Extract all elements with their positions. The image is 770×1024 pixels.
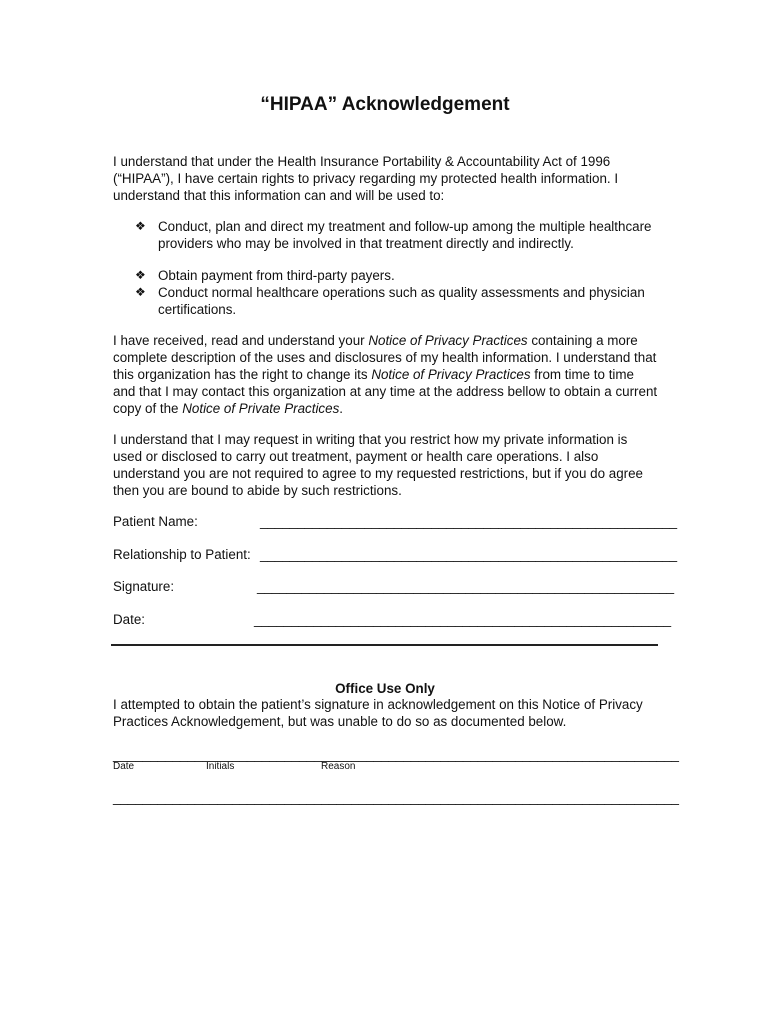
bullet-diamond-icon: ❖: [135, 219, 146, 233]
office-entry-line[interactable]: ____________________________________________________________________________: [113, 747, 679, 762]
section-divider: [111, 644, 658, 646]
signature-label: Signature:: [113, 579, 175, 594]
bullet-item: [135, 218, 655, 252]
restrictions-paragraph: I understand that I may request in writing that you restrict how my private information is used or disclosed to carry out treatment, payment or health care operations. I also understand you are not required to agree to my requested restrictions, but if you do agree then you are bound to abide by such restrictions.: [113, 432, 643, 498]
date-field[interactable]: ________________________________________________________: [254, 612, 672, 627]
bullet-item: [135, 267, 655, 284]
bullet-item: [135, 284, 655, 318]
signature-field[interactable]: ________________________________________________________: [257, 579, 675, 594]
date-label: Date:: [113, 612, 146, 627]
office-use-heading: Office Use Only: [335, 681, 435, 696]
relationship-field[interactable]: ________________________________________________________: [260, 547, 678, 562]
relationship-label: Relationship to Patient:: [113, 547, 251, 562]
privacy-notice-paragraph: I have received, read and understand your Notice of Privacy Practices containing a more complete description of the uses and disclosures of my health information. I understand that this organization has the right to change its Notice of Privacy Practices from time to time and that I may contact this organization at any time at the address bellow to obtain a current copy of the Notice of Private Practices.: [113, 333, 658, 416]
intro-paragraph: I understand that under the Health Insurance Portability & Accountability Act of 1996 (“HIPAA”), I have certain rights to privacy regarding my protected health information. I understand that this information can and will be used to:: [113, 154, 619, 203]
office-reason-label: Reason: [321, 761, 356, 772]
patient-name-label: Patient Name:: [113, 514, 198, 529]
bullet-diamond-icon: ❖: [135, 285, 146, 299]
bullet-text: Conduct, plan and direct my treatment and follow-up among the multiple healthcare providers who may be involved in that treatment directly and indirectly.: [158, 219, 652, 251]
office-use-text: I attempted to obtain the patient’s signature in acknowledgement on this Notice of Privacy Practices Acknowledgement, but was unable to do so as documented below.: [113, 697, 643, 729]
office-date-label: Date: [113, 761, 135, 772]
bullet-text: Conduct normal healthcare operations such as quality assessments and physician certifications.: [158, 285, 645, 317]
office-entry-line-2[interactable]: ____________________________________________________________________________: [113, 790, 679, 805]
patient-name-field[interactable]: ________________________________________________________: [260, 514, 678, 529]
bullet-text: Obtain payment from third-party payers.: [158, 268, 395, 283]
page-title: “HIPAA” Acknowledgement: [260, 94, 510, 115]
office-initials-label: Initials: [206, 761, 235, 772]
bullet-diamond-icon: ❖: [135, 268, 146, 282]
